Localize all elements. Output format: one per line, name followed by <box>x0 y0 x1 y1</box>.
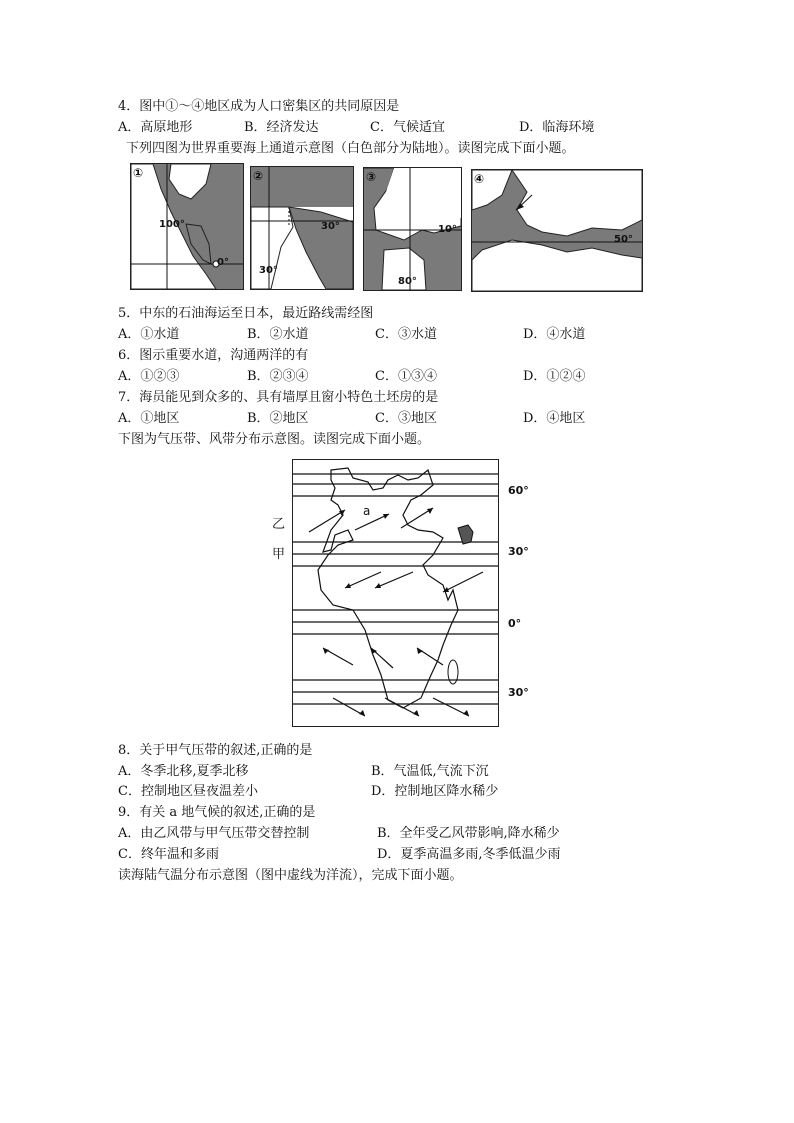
q4-stem: 4．图中①～④地区成为人口密集区的共同原因是 <box>118 99 400 114</box>
pressure-wind-drawing <box>293 460 498 726</box>
map-3-longitude-label: 80° <box>398 276 417 287</box>
q8-stem: 8．关于甲气压带的叙述,正确的是 <box>118 743 313 758</box>
map-1-number: ① <box>133 166 144 180</box>
label-a: a <box>363 504 371 518</box>
q8-option-b: B．气温低,气流下沉 <box>371 764 489 779</box>
q6-option-b: B．②③④ <box>247 369 309 384</box>
map-1-drawing <box>131 164 243 289</box>
q7-option-b: B．②地区 <box>247 411 309 426</box>
q6-option-c: C．①③④ <box>375 369 437 384</box>
q7-stem: 7．海员能见到众多的、具有墙厚且窗小特色土坯房的是 <box>118 390 439 405</box>
q9-option-a: A．由乙风带与甲气压带交替控制 <box>118 826 310 841</box>
label-yi: 乙 <box>272 517 286 532</box>
map-1-longitude-label: 100° <box>159 219 185 230</box>
q5-option-c: C．③水道 <box>375 327 437 342</box>
lat-60n: 60° <box>508 484 529 497</box>
map-4-drawing <box>472 170 642 291</box>
q8-option-a: A．冬季北移,夏季北移 <box>118 764 249 779</box>
pressure-wind-figure <box>292 459 499 727</box>
q9-option-c: C．终年温和多雨 <box>118 847 219 862</box>
q6-stem: 6．图示重要水道，沟通两洋的有 <box>118 348 309 363</box>
q5-option-b: B．②水道 <box>247 327 309 342</box>
map-strait-3 <box>363 167 462 291</box>
q6-option-d: D．①②④ <box>523 369 586 384</box>
q4-option-d: D．临海环境 <box>519 120 595 135</box>
q4-option-a: A．高原地形 <box>118 120 193 135</box>
label-jia: 甲 <box>272 547 286 562</box>
q5-option-a: A．①水道 <box>118 327 180 342</box>
map-2-longitude-label: 30° <box>259 265 278 276</box>
intro-straits: 下列四图为世界重要海上通道示意图（白色部分为陆地）。读图完成下面小题。 <box>126 141 575 156</box>
q4-option-c: C．气候适宜 <box>370 120 445 135</box>
map-strait-2 <box>250 166 354 290</box>
lat-0: 0° <box>508 617 522 630</box>
q9-option-b: B．全年受乙风带影响,降水稀少 <box>377 826 560 841</box>
map-3-number: ③ <box>366 170 377 184</box>
map-strait-1 <box>130 163 244 290</box>
q5-stem: 5．中东的石油海运至日本，最近路线需经图 <box>118 306 374 321</box>
q6-option-a: A．①②③ <box>118 369 180 384</box>
lat-30s: 30° <box>508 686 529 699</box>
q8-option-d: D．控制地区降水稀少 <box>371 784 499 799</box>
q7-option-d: D．④地区 <box>523 411 586 426</box>
q4-option-b: B．经济发达 <box>244 120 319 135</box>
map-1-latitude-label: 0° <box>217 257 229 268</box>
intro-pressure-belts: 下图为气压带、风带分布示意图。读图完成下面小题。 <box>118 432 431 447</box>
lat-30n: 30° <box>508 545 529 558</box>
q8-option-c: C．控制地区昼夜温差小 <box>118 784 258 799</box>
intro-sea-land-temperature: 读海陆气温分布示意图（图中虚线为洋流），完成下面小题。 <box>118 868 463 883</box>
q5-option-d: D．④水道 <box>523 327 586 342</box>
map-4-number: ④ <box>474 172 485 186</box>
map-strait-4 <box>471 169 643 292</box>
map-2-number: ② <box>253 169 264 183</box>
q9-option-d: D．夏季高温多雨,冬季低温少雨 <box>377 847 561 862</box>
q7-option-a: A．①地区 <box>118 411 180 426</box>
map-2-latitude-label: 30° <box>321 221 340 232</box>
map-3-latitude-label: 10° <box>438 224 457 235</box>
q7-option-c: C．③地区 <box>375 411 437 426</box>
q9-stem: 9．有关 a 地气候的叙述,正确的是 <box>118 805 316 820</box>
map-4-latitude-label: 50° <box>614 234 633 245</box>
